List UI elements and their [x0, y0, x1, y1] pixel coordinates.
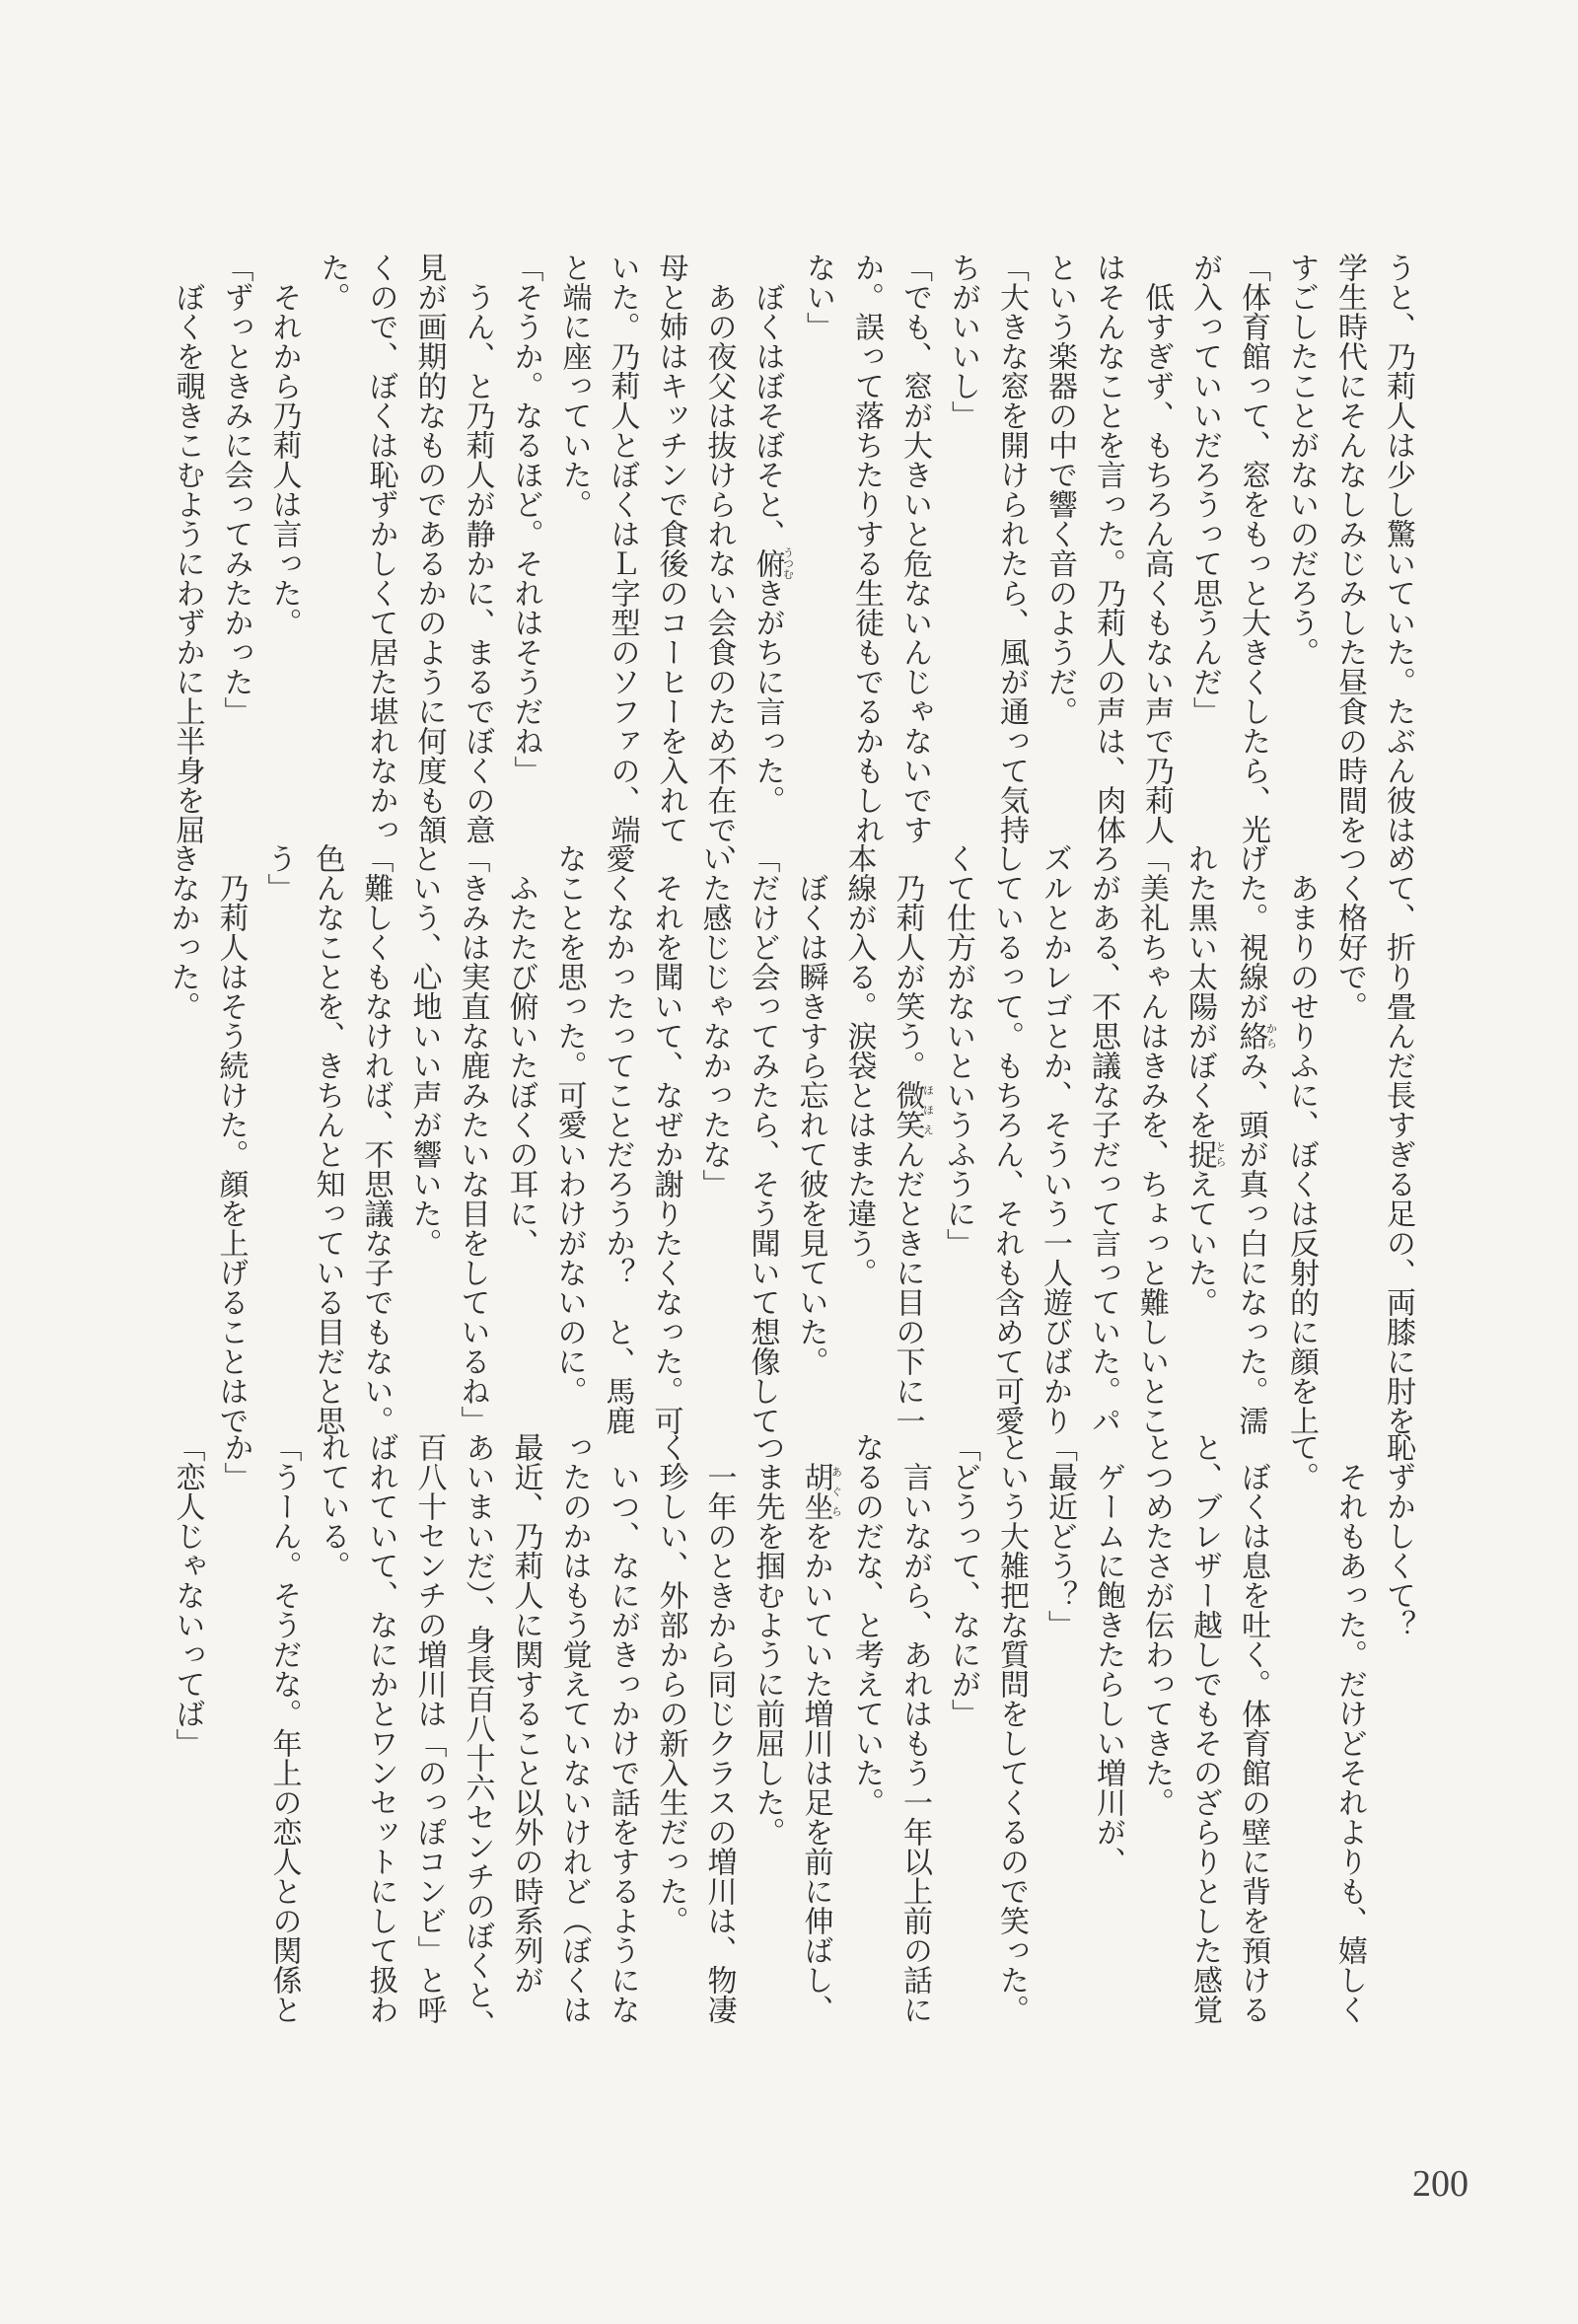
text-line: と、ブレザー越しでもそのざらりとした感覚: [1187, 1432, 1222, 2024]
text-block-bottom: [166, 1432, 1422, 2039]
text-line: すごしたことがないのだろう。: [1284, 253, 1319, 667]
text-line: 「大きな窓を開けられたら、風が通って気持: [994, 253, 1029, 844]
text-line: 「でも、窓が大きいと危ないんじゃないです: [897, 253, 932, 844]
text-line: あの夜父は抜けられない会食のため不在で、: [701, 253, 737, 874]
text-line: 言いながら、あれはもう一年以上前の話に: [897, 1432, 932, 2024]
text-line: それから乃莉人は言った。: [266, 253, 302, 637]
text-block-middle: [165, 843, 1422, 1435]
text-line: 「どうって、なにが」: [946, 1432, 980, 1728]
text-line: いた感じじゃなかったな」: [696, 843, 732, 1198]
furigana: 俯うつむ: [750, 546, 795, 580]
text-line: ない」: [801, 253, 835, 341]
text-line: それを聞いて、なぜか謝りたくなった。可: [648, 843, 683, 1435]
text-line: 乃莉人はそう続けた。顔を上げることはで: [213, 843, 249, 1435]
text-line: それもあった。だけどそれよりも、嬉しく: [1332, 1432, 1367, 2024]
text-line: つま先を掴むように前屈した。: [750, 1432, 785, 1847]
text-line: 「難しくもなければ、不思議な子でもない。: [358, 843, 394, 1435]
text-line: か」: [218, 1432, 253, 1491]
text-line: ゲームに飽きたらしい増川が、: [1091, 1432, 1125, 1876]
text-line: 最近、乃莉人に関すること以外の時系列が: [508, 1432, 543, 1995]
text-line: ろがある、不思議な子だって言っていた。パ: [1086, 843, 1120, 1435]
text-line: 「体育館って、窓をもっと大きくしたら、光: [1236, 253, 1270, 844]
text-line: 学生時代にそんなしみじみした昼食の時間を: [1332, 253, 1367, 844]
furigana: 胡坐あぐら: [798, 1462, 843, 1521]
text-line: 乃莉人が笑う。微笑ほほえんだときに目の下に一: [890, 843, 935, 1435]
text-line: 「そうか。なるほど。それはそうだね」: [508, 253, 543, 785]
text-line: めて、折り畳んだ長すぎる足の、両膝に肘を: [1381, 843, 1415, 1435]
text-line: ばれていて、なにかとワンセットにして扱わ: [363, 1432, 398, 2024]
text-line: あいまいだ）、身長百八十六センチのぼくと、: [460, 1432, 495, 2039]
text-line: いつ、なにがきっかけで話をするようにな: [605, 1432, 640, 2024]
text-line: て。: [1284, 1432, 1319, 1491]
text-line: しているって。もちろん、それも含めて可愛: [989, 843, 1024, 1435]
text-line: つく格好で。: [1332, 843, 1367, 1021]
text-line: 色んなことを、きちんと知っている目だと思: [310, 843, 345, 1435]
text-line: 「美礼ちゃんはきみを、ちょっと難しいとこ: [1134, 843, 1169, 1435]
text-line: 母と姉はキッチンで食後のコーヒーを入れて: [653, 253, 688, 844]
furigana: 微笑ほほえ: [890, 1080, 935, 1139]
text-line: 「ずっときみに会ってみたかった」: [218, 253, 253, 726]
text-line: うと、乃莉人は少し驚いていた。たぶん彼は、: [1381, 253, 1415, 874]
text-line: なるのだな、と考えていた。: [849, 1432, 884, 1817]
text-line: ズルとかレゴとか、そういう一人遊びばかり: [1038, 843, 1072, 1435]
text-line: なことを思った。可愛いわけがないのに。: [551, 843, 587, 1406]
text-line: が入っていいだろうって思うんだ」: [1187, 253, 1222, 726]
text-line: という大雑把な質問をしてくるので笑った。: [994, 1432, 1029, 2024]
page-number: 200: [1412, 2163, 1469, 2205]
text-line: という楽器の中で響く音のようだ。: [1042, 253, 1077, 726]
text-line: うん、と乃莉人が静かに、まるでぼくの意: [460, 253, 495, 844]
text-line: ぼくは瞬きすら忘れて彼を見ていた。: [793, 843, 828, 1376]
text-line: くので、ぼくは恥ずかしくて居た堪れなかっ: [363, 253, 398, 844]
text-line: という、心地いい声が響いた。: [406, 843, 442, 1258]
text-line: あまりのせりふに、ぼくは反射的に顔を上: [1284, 843, 1319, 1435]
text-line: か。誤って落ちたりする生徒もでるかもしれ: [849, 253, 884, 844]
text-line: た。: [315, 253, 350, 312]
furigana: 絡から: [1233, 1021, 1278, 1051]
text-line: 「うーん。そうだな。年上の恋人との関係と: [266, 1432, 302, 2024]
text-block-top: [166, 253, 1422, 874]
text-line: 愛くなかったってことだろうか？ と、馬鹿: [600, 843, 635, 1435]
text-line: 百八十センチの増川は「のっぽコンビ」と呼: [411, 1432, 447, 2024]
text-line: く珍しい、外部からの新入生だった。: [653, 1432, 688, 1935]
text-line: ちがいいし」: [946, 253, 980, 430]
text-line: 恥ずかしくて？: [1381, 1432, 1415, 1639]
text-line: れた黒い太陽がぼくを捉とらえていた。: [1183, 843, 1227, 1317]
text-line: 胡坐あぐらをかいていた増川は足を前に伸ばし、: [798, 1462, 843, 2024]
text-line: げた。視線が絡からみ、頭が真っ白になった。濡: [1233, 843, 1278, 1435]
text-line: きなかった。: [165, 843, 200, 1021]
text-line: ぼくは息を吐く。体育館の壁に背を預ける: [1236, 1432, 1270, 2024]
text-line: 「恋人じゃないってば」: [170, 1432, 205, 1758]
text-line: 一年のときから同じクラスの増川は、物凄: [701, 1432, 737, 2024]
text-line: と端に座っていた。: [556, 253, 592, 519]
text-line: いた。乃莉人とぼくはＬ字型のソファの、端: [605, 253, 640, 844]
text-line: 見が画期的なものであるかのように何度も頷: [411, 253, 447, 844]
text-line: 「だけど会ってみたら、そう聞いて想像して: [745, 843, 780, 1435]
text-line: ぼくはぼそぼそと、俯うつむきがちに言った。: [750, 253, 795, 815]
text-line: 本線が入る。涙袋とはまた違う。: [841, 843, 877, 1287]
text-line: 低すぎず、もちろん高くもない声で乃莉人: [1139, 253, 1174, 844]
text-line: はそんなことを言った。乃莉人の声は、肉体: [1091, 253, 1125, 844]
text-line: れている。: [315, 1432, 350, 1580]
text-line: とつめたさが伝わってきた。: [1139, 1432, 1174, 1817]
furigana: 捉とら: [1183, 1139, 1227, 1169]
text-line: う」: [261, 843, 297, 903]
text-line: 「きみは実直な鹿みたいな目をしているね」: [455, 843, 490, 1435]
text-line: ふたたび俯いたぼくの耳に、: [503, 843, 538, 1258]
text-line: 「最近どう？」: [1042, 1432, 1077, 1639]
text-line: くて仕方がないというふうに」: [941, 843, 975, 1258]
text-line: ったのかはもう覚えていないけれど（ぼくは: [556, 1432, 592, 2024]
text-line: ぼくを覗きこむようにわずかに上半身を屈: [170, 253, 205, 844]
